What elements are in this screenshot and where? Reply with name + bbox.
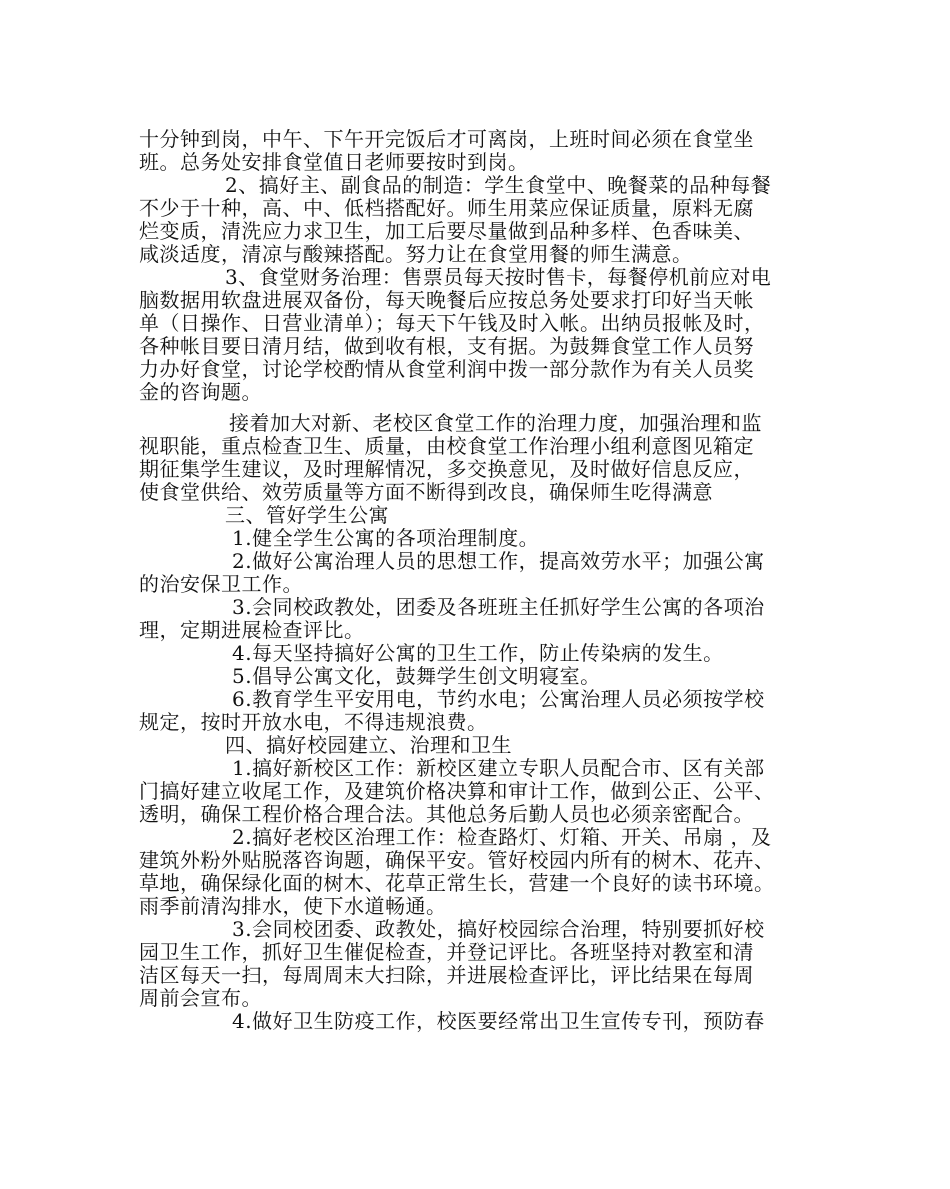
text-line: 规定，按时开放水电，不得违规浪费。 <box>139 710 488 734</box>
text-line: 洁区每天一扫，每周周末大扫除，并进展检查评比，评比结果在每周 <box>139 963 754 987</box>
text-line: 建筑外粉外贴脱落咨询题，确保平安。管好校园内所有的树木、花卉、 <box>139 848 775 872</box>
text-line: 周前会宣布。 <box>139 986 262 1010</box>
text-line: 力办好食堂，讨论学校酌情从食堂利润中拨一部分款作为有关人员奖 <box>139 357 754 381</box>
text-line: 门搞好建立收尾工作，及建筑价格决算和审计工作，做到公正、公平、 <box>139 779 775 803</box>
text-line: 咸淡适度，清凉与酸辣搭配。努力让在食堂用餐的师生满意。 <box>139 242 693 266</box>
text-line: 视职能，重点检查卫生、质量，由校食堂工作治理小组利意图见箱定 <box>139 434 754 458</box>
text-line: 园卫生工作，抓好卫生催促检查，并登记评比。各班坚持对教室和清 <box>139 940 754 964</box>
text-line: 十分钟到岗，中午、下午开完饭后才可离岗，上班时间必须在食堂坐 <box>139 127 754 151</box>
list-item: 4.做好卫生防疫工作，校医要经常出卫生宣传专刊，预防春 <box>232 1009 765 1033</box>
list-item: 6.教育学生平安用电，节约水电；公寓治理人员必须按学校 <box>232 687 765 711</box>
section-heading: 三、管好学生公寓 <box>225 503 389 527</box>
text-line: 理，定期进展检查评比。 <box>139 618 365 642</box>
text-line: 3、食堂财务治理：售票员每天按时售卡，每餐停机前应对电 <box>225 265 772 289</box>
section-heading: 四、搞好校园建立、治理和卫生 <box>225 733 512 757</box>
text-line: 雨季前清沟排水，使下水道畅通。 <box>139 894 447 918</box>
text-line: 各种帐目要日清月结，做到收有根，支有据。为鼓舞食堂工作人员努 <box>139 334 754 358</box>
text-line: 2、搞好主、副食品的制造：学生食堂中、晚餐菜的品种每餐 <box>225 173 772 197</box>
text-line: 使食堂供给、效劳质量等方面不断得到改良，确保师生吃得满意 <box>139 480 713 504</box>
list-item: 2.做好公寓治理人员的思想工作，提高效劳水平；加强公寓 <box>232 549 765 573</box>
list-item: 1.健全学生公寓的各项治理制度。 <box>232 526 540 550</box>
list-item: 5.倡导公寓文化，鼓舞学生创文明寝室。 <box>232 664 601 688</box>
list-item: 1.搞好新校区工作：新校区建立专职人员配合市、区有关部 <box>232 756 765 780</box>
list-item: 3.会同校团委、政教处，搞好校园综合治理，特别要抓好校 <box>232 917 765 941</box>
text-line: 班。总务处安排食堂值日老师要按时到岗。 <box>139 150 529 174</box>
text-line: 脑数据用软盘进展双备份，每天晚餐后应按总务处要求打印好当天帐 <box>139 288 754 312</box>
list-item: 4.每天坚持搞好公寓的卫生工作，防止传染病的发生。 <box>232 641 724 665</box>
list-item: 3.会同校政教处，团委及各班班主任抓好学生公寓的各项治 <box>232 595 765 619</box>
text-line: 的治安保卫工作。 <box>139 572 303 596</box>
text-line: 期征集学生建议，及时理解情况，多交换意见，及时做好信息反应， <box>139 457 754 481</box>
text-line: 单（日操作、日营业清单）；每天下午钱及时入帐。出纳员报帐及时， <box>139 311 765 335</box>
text-line: 不少于十种，高、中、低档搭配好。师生用菜应保证质量，原料无腐 <box>139 196 754 220</box>
text-line: 透明，确保工程价格合理合法。其他总务后勤人员也必须亲密配合。 <box>139 802 754 826</box>
text-line: 金的咨询题。 <box>139 380 262 404</box>
text-line: 草地，确保绿化面的树木、花草正常生长，营建一个良好的读书环境。 <box>139 871 775 895</box>
text-line: 接着加大对新、老校区食堂工作的治理力度，加强治理和监 <box>229 411 762 435</box>
text-line: 烂变质，清洗应力求卫生，加工后要尽量做到品种多样、色香味美、 <box>139 219 754 243</box>
list-item: 2.搞好老校区治理工作：检查路灯、灯箱、开关、吊扇 ，及 <box>232 825 772 849</box>
